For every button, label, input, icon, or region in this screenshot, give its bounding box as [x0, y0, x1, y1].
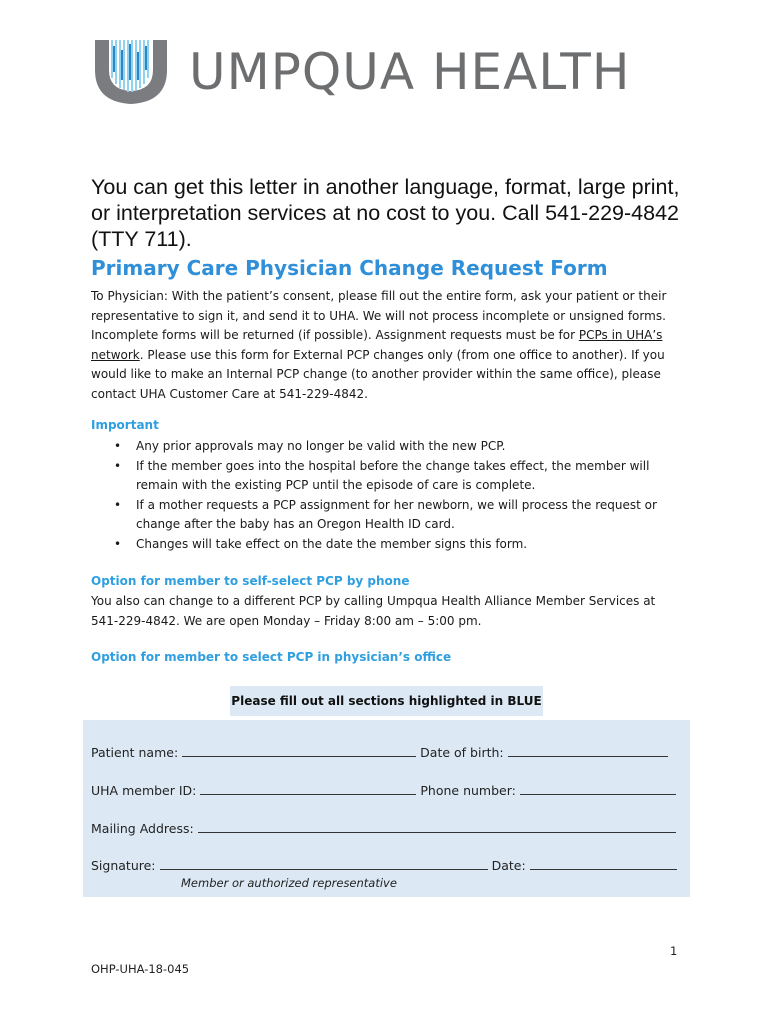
signature-label: Signature:: [91, 858, 156, 873]
signature-row: [91, 857, 681, 873]
important-heading: Important: [91, 418, 159, 432]
document-code: OHP-UHA-18-045: [91, 962, 190, 976]
member-id-label: UHA member ID:: [91, 783, 197, 798]
member-id-field[interactable]: [200, 782, 416, 795]
patient-name-label: Patient name:: [91, 745, 179, 760]
page-title: Primary Care Physician Change Request Form: [91, 256, 608, 280]
instructions-text-1: To Physician: With the patient’s consent, please fill out the entire form, ask your patient or their representative to sign it, and send it to UHA. We will not process incomplete or unsigned forms. Incomplete forms will be returned (if possible). Assignment requests must be for: [91, 289, 667, 342]
phone-field[interactable]: [520, 782, 676, 795]
phone-option-heading: Option for member to self-select PCP by phone: [91, 574, 410, 588]
dob-field[interactable]: [508, 744, 668, 757]
member-id-row: [91, 782, 681, 798]
important-list: [112, 437, 677, 554]
signature-caption: Member or authorized representative: [181, 876, 397, 890]
list-item: • Changes will take effect on the date the member signs this form.: [112, 535, 677, 555]
phone-label: Phone number:: [420, 783, 516, 798]
physician-instructions: [91, 287, 681, 404]
list-item: • Any prior approvals may no longer be valid with the new PCP.: [112, 437, 677, 457]
list-item: • If the member goes into the hospital before the change takes effect, the member will remain with the existing PCP until the episode of care is complete.: [112, 457, 677, 496]
dob-label: Date of birth:: [420, 745, 504, 760]
address-row: [91, 820, 681, 836]
date-label: Date:: [491, 858, 526, 873]
language-access-notice: You can get this letter in another language, format, large print, or interpretation services at no cost to you. Call 541-229-4842 (TTY 711).: [91, 175, 680, 251]
office-option-heading: Option for member to select PCP in physician’s office: [91, 650, 452, 664]
list-item: • If a mother requests a PCP assignment for her newborn, we will process the request or change after the baby has an Oregon Health ID card.: [112, 496, 677, 535]
signature-field[interactable]: [160, 857, 488, 870]
umpqua-shield-logo-icon: [93, 36, 169, 106]
date-field[interactable]: [530, 857, 677, 870]
pcp-network-link[interactable]: PCPs in UHA’s network: [91, 328, 663, 362]
page-number: 1: [670, 944, 678, 958]
address-label: Mailing Address:: [91, 821, 194, 836]
instructions-text-2: . Please use this form for External PCP changes only (from one office to another). If you would like to make an Internal PCP change (to another provider within the same office), please contact UHA Customer Care at 541-229-4842.: [91, 347, 665, 401]
patient-name-row: [91, 744, 681, 760]
phone-option-text: You also can change to a different PCP by calling Umpqua Health Alliance Member Services at 541-229-4842. We are open Monday – Friday 8:00 am – 5:00 pm.: [91, 594, 656, 628]
fill-instructions-banner: Please fill out all sections highlighted in BLUE: [230, 686, 543, 716]
address-field[interactable]: [198, 820, 676, 833]
umpqua-health-logo: [93, 36, 693, 106]
patient-name-field[interactable]: [182, 744, 416, 757]
logo-wordmark: UMPQUA HEALTH: [189, 43, 631, 101]
